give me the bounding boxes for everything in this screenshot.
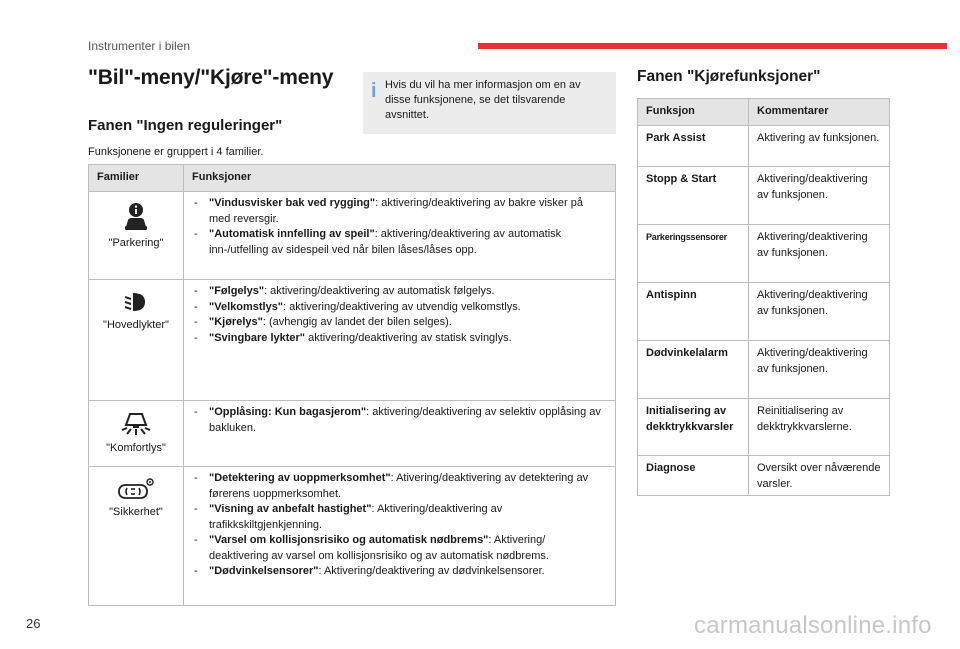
function-name: "Følgelys" [209,285,265,297]
function-name: "Kjørelys" [209,316,263,328]
list-item: - "Varsel om kollisjonsrisiko og automatisk nødbrems": Aktivering/ deaktivering av varsel om kollisjonsrisiko og av automatisk nødbrems. [194,534,549,562]
function-description: : Aktivering/deaktivering av trafikkskiltgjenkjenning. [209,503,503,531]
family-cell [89,467,184,606]
table-row [89,401,616,467]
function-name: Park Assist [638,126,749,167]
list-item: - "Kjørelys": (avhengig av landet der bilen selges). [194,316,452,328]
function-name: "Svingbare lykter" [209,331,306,344]
table-row [638,341,890,399]
function-name: "Detektering av uoppmerksomhet" [209,472,391,484]
function-name: "Opplåsing: Kun bagasjerom" [209,406,367,418]
list-item: - "Detektering av uoppmerksomhet": Ativering/deaktivering av detektering av førerens uoppmerksomhet. [194,472,589,500]
function-name: "Automatisk innfelling av speil" [209,228,375,240]
family-name: "Hovedlykter" [103,319,169,331]
family-name: "Parkering" [108,237,164,249]
info-box-text: Hvis du vil ha mer informasjon om en av disse funksjonene, se det tilsvarende avsnittet. [385,79,581,121]
table-header-row [638,99,890,126]
safety-lane-icon [91,477,181,501]
section-header: Instrumenter i bilen [88,39,191,53]
function-description: : (avhengig av landet der bilen selges). [262,316,452,328]
table-row [638,456,890,496]
family-cell [89,280,184,401]
function-name: "Dødvinkelsensorer" [209,565,319,577]
function-description: : aktivering/deaktivering av automatisk inn-/utfelling av sidespeil ved når bilen låses/låses opp. [209,228,562,256]
info-icon: i [371,80,377,102]
function-description: : aktivering/deaktivering av bakre visker på med reversgir. [209,197,584,225]
function-description: : aktivering/deaktivering av utvendig velkomstlys. [283,300,521,313]
function-description: aktivering/deaktivering av statisk svinglys. [305,331,512,344]
function-name: "Velkomstlys" [209,300,284,313]
function-comment: Reinitialisering av dekktrykkvarslerne. [749,399,890,456]
function-name: "Vindusvisker bak ved rygging" [209,197,376,209]
list-item: - "Automatisk innfelling av speil": aktivering/deaktivering av automatisk inn-/utfelling av sidespeil ved når bilen låses/låses opp. [194,228,562,256]
list-item: - "Vindusvisker bak ved rygging": aktivering/deaktivering av bakre visker på med reversgir. [194,197,584,225]
function-name: "Visning av anbefalt hastighet" [209,503,372,515]
functions-cell [184,467,616,606]
families-table [88,164,616,606]
family-name: "Sikkerhet" [109,506,163,518]
watermark: carmanualsonline.info [694,612,932,639]
table-row [89,280,616,401]
function-name: Antispinn [638,283,749,341]
page-number: 26 [26,616,41,631]
function-name: Initialisering av dekktrykkvarsler [638,399,749,456]
column-header-functions: Funksjoner [184,165,616,192]
info-box [363,72,616,134]
interior-light-icon [91,411,181,437]
table-row [638,399,890,456]
function-name: "Varsel om kollisjonsrisiko og automatisk nødbrems" [209,534,489,546]
left-section-heading: Fanen "Ingen reguleringer" [88,117,283,134]
list-item: - "Dødvinkelsensorer": Aktivering/deaktivering av dødvinkelsensorer. [194,565,545,577]
function-description: : Aktivering/deaktivering av dødvinkelsensorer. [318,565,545,577]
table-row [638,167,890,225]
table-row [89,467,616,606]
function-description: : Ativering/deaktivering av detektering av førerens uoppmerksomhet. [209,472,589,500]
function-description: : aktivering/deaktivering av automatisk følgelys. [264,285,495,297]
function-description: : Aktivering/ deaktivering av varsel om kollisjonsrisiko og av automatisk nødbrems. [209,534,549,562]
list-item: - "Velkomstlys": aktivering/deaktivering av utvendig velkomstlys. [194,300,521,313]
function-name: Dødvinkelalarm [638,341,749,399]
functions-cell [184,401,616,467]
list-item: - "Visning av anbefalt hastighet": Aktivering/deaktivering av trafikkskiltgjenkjenning. [194,503,503,531]
family-cell [89,192,184,280]
function-name: Stopp & Start [638,167,749,225]
car-info-icon [91,202,181,232]
left-section-intro: Funksjonene er gruppert i 4 familier. [88,146,264,158]
functions-cell [184,280,616,401]
table-row [638,126,890,167]
header-accent-bar [478,43,947,49]
list-item: - "Opplåsing: Kun bagasjerom": aktivering/deaktivering av selektiv opplåsing av bakluken. [194,406,601,434]
function-description: : aktivering/deaktivering av selektiv opplåsing av bakluken. [209,406,601,434]
list-item: - "Følgelys": aktivering/deaktivering av automatisk følgelys. [194,285,495,297]
headlight-icon [91,290,181,314]
function-comment: Aktivering/deaktivering av funksjonen. [749,341,890,399]
family-cell [89,401,184,467]
page-title: "Bil"-meny/"Kjøre"-meny [88,66,334,89]
right-section-heading: Fanen "Kjørefunksjoner" [637,68,821,85]
table-row [638,225,890,283]
family-name: "Komfortlys" [106,442,166,454]
function-comment: Oversikt over nåværende varsler. [749,456,890,496]
table-row [638,283,890,341]
table-header-row [89,165,616,192]
function-comment: Aktivering/deaktivering av funksjonen. [749,283,890,341]
column-header-function: Funksjon [638,99,749,126]
column-header-comments: Kommentarer [749,99,890,126]
function-name: Diagnose [638,456,749,496]
driving-functions-table [637,98,890,496]
table-row [89,192,616,280]
functions-cell [184,192,616,280]
list-item: - "Svingbare lykter" aktivering/deaktivering av statisk svinglys. [194,331,512,344]
column-header-families: Familier [89,165,184,192]
function-comment: Aktivering/deaktivering av funksjonen. [749,167,890,225]
function-comment: Aktivering/deaktivering av funksjonen. [749,225,890,283]
function-comment: Aktivering av funksjonen. [749,126,890,167]
function-name: Parkeringssensorer [638,225,749,283]
